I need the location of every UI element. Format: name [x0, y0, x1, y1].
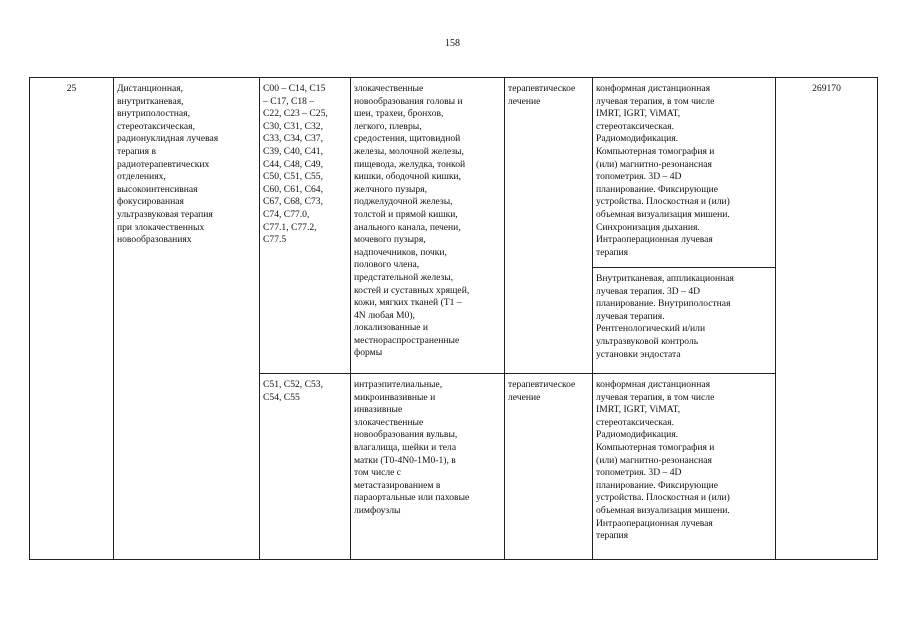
- patient-model: интраэпителиальные, микроинвазивные и инвазивные злокачественные новообразования вульвы, влагалища, шейки и тела матки (T0-4N0-1M0-1), в том числе с метастазированием в параортальные или паховые лимфоузлы: [354, 379, 470, 516]
- patient-model-cell: [351, 374, 505, 560]
- treatment-type-cell: [505, 374, 593, 560]
- treatment-method-cell: [593, 78, 776, 268]
- row-number-cell: [30, 78, 114, 560]
- cost-value: 269170: [812, 83, 841, 94]
- icd-codes: C00 – C14, C15 – C17, C18 – C22, C23 – C25, C30, C31, C32, C33, C34, C37, C39, C40, C41, C44, C48, C49, C50, C51, C55, C60, C61, C64, C67, C68, C73, C74, C77.0, C77.1, C77.2, C77.5: [263, 83, 328, 246]
- table-row: [30, 78, 878, 268]
- treatment-type: терапевтическое лечение: [508, 83, 576, 107]
- treatment-method-cell: [593, 374, 776, 560]
- treatment-type-cell: [505, 78, 593, 374]
- cost-cell: [776, 78, 878, 560]
- treatment-method: конформная дистанционная лучевая терапия, в том числе IMRT, IGRT, ViMAT, стереотаксическая. Радиомодификация. Компьютерная томография и (или) магнитно-резонансная топометрия. 3D – 4D планирование. Фиксирующие устройства. Плоскостная и (или) объемная визуализация мишени. Интраоперационная лучевая терапия: [596, 379, 730, 542]
- row-number: 25: [66, 83, 77, 94]
- patient-model-cell: [351, 78, 505, 374]
- treatment-type: терапевтическое лечение: [508, 379, 576, 403]
- patient-model: злокачественные новообразования головы и шеи, трахеи, бронхов, легкого, плевры, средостения, щитовидной железы, молочной железы, пищевода, желудка, тонкой кишки, ободочной кишки, желчного пузыря, поджелудочной железы, толстой и прямой кишки, анального канала, печени, мочевого пузыря, надпочечников, почки, полового члена, предстательной железы, костей и суставных хрящей, кожи, мягких тканей (T1 – 4N любая M0), локализованные и местнораспространенные формы: [354, 83, 470, 359]
- page-number: 158: [445, 38, 460, 49]
- care-type-name: Дистанционная, внутритканевая, внутриполостная, стереотаксическая, радионуклидная лучевая терапия в радиотерапевтических отделениях, высокоинтенсивная фокусированная ультразвуковая терапия при злокачественных новообразованиях: [117, 83, 219, 246]
- icd-codes: C51, C52, C53, C54, C55: [263, 379, 323, 403]
- medical-care-table: [29, 77, 878, 560]
- treatment-method-cell: [593, 268, 776, 374]
- icd-codes-cell: [260, 374, 351, 560]
- icd-codes-cell: [260, 78, 351, 374]
- treatment-method: конформная дистанционная лучевая терапия, в том числе IMRT, IGRT, ViMAT, стереотаксическая. Радиомодификация. Компьютерная томография и (или) магнитно-резонансная топометрия. 3D – 4D планирование. Фиксирующие устройства. Плоскостная и (или) объемная визуализация мишени. Синхронизация дыхания. Интраоперационная лучевая терапия: [596, 83, 730, 258]
- care-type-cell: [114, 78, 260, 560]
- treatment-method: Внутритканевая, аппликационная лучевая терапия. 3D – 4D планирование. Внутриполостная лучевая терапия. Рентгенологический и/или ультразвуковой контроль установки эндостата: [596, 273, 734, 360]
